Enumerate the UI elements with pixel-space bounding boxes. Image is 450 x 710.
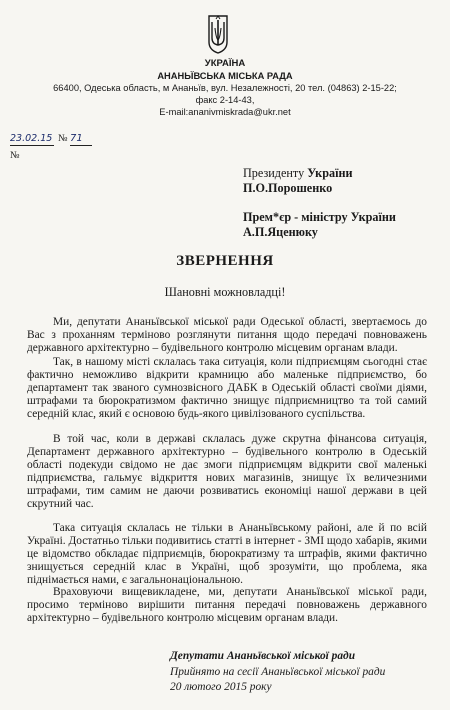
addressee-president-role (243, 166, 353, 180)
letterhead-country: УКРАЇНА (204, 58, 246, 69)
paragraph-4: Така ситуація склалась не тільки в Ананьївському районі, але й по всій Україні. Достатньо тільки подивитись статті в інтернет - ЗМІ щодо хабарів, якими це відомство обкладає підприємців, бюрократизму та штрафів, якими фактично знищується середній клас в Україні, щоб зрозуміти, що проблема, яка піднімається нами, є загальнонаціональною. (27, 522, 427, 586)
addressee-president-name: П.О.Порошенко (243, 181, 333, 195)
letterhead-email: E-mail:ananivmiskrada@ukr.net (159, 107, 291, 117)
paragraph-2: Так, в нашому місті склалась така ситуація, коли підприємцям сьогодні стає фактично неможливо відкрити крамницю або маленьке підприємство, бо департамент так званого сумнозвісного ДАБК в Одеській області своїми діями, штрафами та бюрократизмом фактично знищує підприємництво та той самий середній клас, який є основою будь-якого цивілізованого суспільства. (27, 356, 427, 420)
addressee-president-country: України (307, 166, 353, 180)
letterhead-council: АНАНЬЇВСЬКА МІСЬКА РАДА (157, 71, 293, 81)
addressee-premier-name: А.П.Яценюку (243, 225, 318, 239)
registration-date: 23.02.15 (10, 133, 53, 144)
addressee-president-role-text: Президенту (243, 166, 308, 180)
signature-date: 20 лютого 2015 року (170, 681, 272, 693)
trident-emblem-icon (207, 14, 229, 54)
addressee-premier-role: Прем*єр - міністру України (243, 210, 396, 224)
signature-deputies: Депутати Ананьївської міської ради (170, 650, 356, 662)
registration-no-label: № (58, 133, 68, 144)
signature-adopted: Прийнято на сесії Ананьївської міської ради (170, 666, 386, 678)
letterhead-address: 66400, Одеська область, м Ананьїв, вул. Незалежності, 20 тел. (04863) 2-15-22; (53, 83, 397, 93)
registration-no-label-2: № (10, 150, 20, 161)
greeting: Шановні можновладці! (164, 285, 286, 299)
registration-number: 71 (70, 133, 92, 146)
paragraph-1: Ми, депутати Ананьївської міської ради Одеської області, звертаємось до Вас з проханням терміново розглянути питання щодо передачі повноважень державного архітектурно – будівельного контролю місцевим органам влади. (27, 316, 427, 354)
paragraph-3: В той час, коли в державі склалась дуже скрутна фінансова ситуація, Департамент державного архітектурно – будівельного контролю в Одеській області подекуди свідомо не дає змоги підприємцям відкрити свої маленькі підприємства, гальмує відкриття нових магазинів, знищує їх величезними штрафами, тим самим не даючи розвиватись економіці нашої держави в цей скрутний час. (27, 433, 427, 510)
letterhead-fax: факс 2-14-43, (195, 95, 255, 105)
document-title: ЗВЕРНЕННЯ (176, 253, 274, 269)
paragraph-5: Враховуючи вищевикладене, ми, депутати Ананьївської міської ради, просимо терміново вирішити питання передачі повноважень державного архітектурно – будівельного контролю місцевим органам влади. (27, 586, 427, 624)
